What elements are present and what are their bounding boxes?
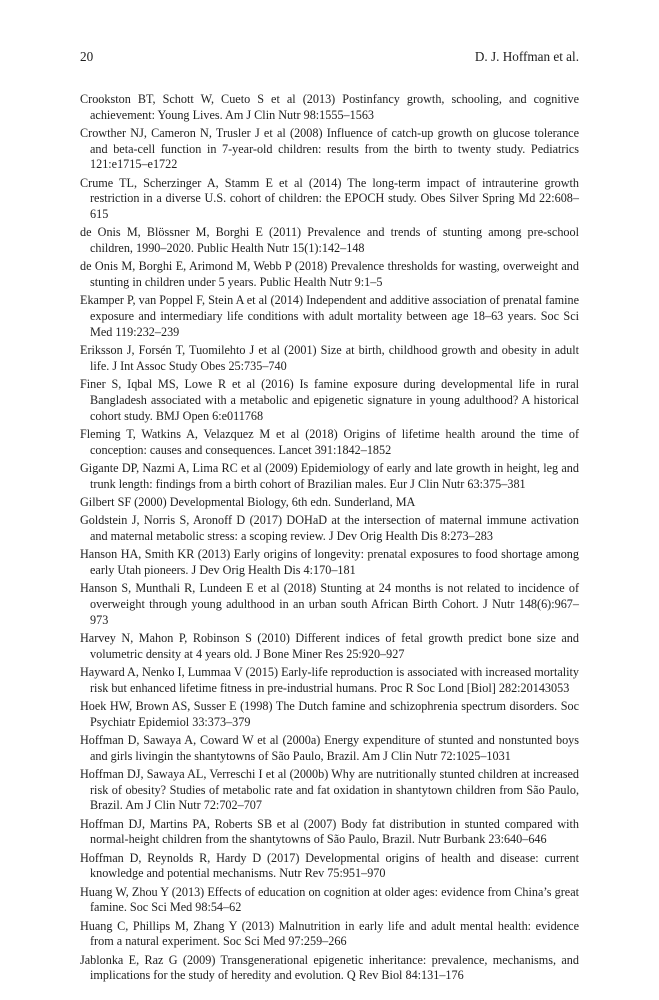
reference-entry: Crowther NJ, Cameron N, Trusler J et al (2008) Influence of catch-up growth on glucose tolerance and beta-cell function in 7-year-old children: results from the birth to twenty study. Pediatrics 121:e1715–e1722 <box>80 126 579 172</box>
reference-entry: de Onis M, Blössner M, Borghi E (2011) Prevalence and trends of stunting among pre-school children, 1990–2020. Public Health Nutr 15(1):142–148 <box>80 225 579 256</box>
reference-entry: Huang W, Zhou Y (2013) Effects of education on cognition at older ages: evidence from China’s great famine. Soc Sci Med 98:54–62 <box>80 884 579 915</box>
reference-entry: Goldstein J, Norris S, Aronoff D (2017) DOHaD at the intersection of maternal immune activation and maternal metabolic stress: a scoping review. J Dev Orig Health Dis 8:273–283 <box>80 513 579 543</box>
reference-entry: Hoffman DJ, Sawaya AL, Verreschi I et al (2000b) Why are nutritionally stunted children at increased risk of obesity? Studies of metabolic rate and fat oxidation in shantytown children from São Paulo, Brazil. Am J Clin Nutr 72:702–707 <box>80 766 579 813</box>
page-number: 20 <box>80 49 94 64</box>
reference-entry: Gigante DP, Nazmi A, Lima RC et al (2009) Epidemiology of early and late growth in height, leg and trunk length: findings from a birth cohort of Brazilian males. Eur J Clin Nutr 63:375–381 <box>80 460 579 491</box>
reference-entry: Ekamper P, van Poppel F, Stein A et al (2014) Independent and additive association of prenatal famine exposure and intermediary life conditions with adult mortality between age 18–63 years. Soc Sci Med 119:232–239 <box>80 293 579 339</box>
running-head: D. J. Hoffman et al. <box>474 49 579 64</box>
reference-list <box>80 92 579 987</box>
reference-entry: Hanson HA, Smith KR (2013) Early origins of longevity: prenatal exposures to food shortage among early Utah pioneers. J Dev Orig Health Dis 4:170–181 <box>80 547 579 577</box>
reference-entry: Hanson S, Munthali R, Lundeen E et al (2018) Stunting at 24 months is not related to incidence of overweight through young adulthood in an urban south African Birth Cohort. J Nutr 148(6):967–973 <box>80 581 579 627</box>
reference-entry: Jablonka E, Raz G (2009) Transgenerational epigenetic inheritance: prevalence, mechanisms, and implications for the study of heredity and evolution. Q Rev Biol 84:131–176 <box>80 952 579 983</box>
reference-entry: Fleming T, Watkins A, Velazquez M et al (2018) Origins of lifetime health around the time of conception: causes and consequences. Lancet 391:1842–1852 <box>80 426 579 457</box>
reference-entry: de Onis M, Borghi E, Arimond M, Webb P (2018) Prevalence thresholds for wasting, overweight and stunting in children under 5 years. Public Health Nutr 9:1–5 <box>80 259 579 290</box>
reference-entry: Huang C, Phillips M, Zhang Y (2013) Malnutrition in early life and adult mental health: evidence from a natural experiment. Soc Sci Med 97:259–266 <box>80 918 579 949</box>
reference-entry: Hayward A, Nenko I, Lummaa V (2015) Early-life reproduction is associated with increased mortality risk but enhanced lifetime fitness in pre-industrial humans. Proc R Soc Lond [Biol] 282:20143053 <box>80 664 579 695</box>
reference-entry: Eriksson J, Forsén T, Tuomilehto J et al (2001) Size at birth, childhood growth and obesity in adult life. J Int Assoc Study Obes 25:735–740 <box>80 343 579 373</box>
reference-entry: Crookston BT, Schott W, Cueto S et al (2013) Postinfancy growth, schooling, and cognitive achievement: Young Lives. Am J Clin Nutr 98:1555–1563 <box>80 92 579 122</box>
reference-entry: Hoek HW, Brown AS, Susser E (1998) The Dutch famine and schizophrenia spectrum disorders. Soc Psychiatr Epidemiol 33:373–379 <box>80 698 579 729</box>
reference-entry: Gilbert SF (2000) Developmental Biology, 6th edn. Sunderland, MA <box>80 494 416 509</box>
reference-entry: Hoffman D, Reynolds R, Hardy D (2017) Developmental origins of health and disease: current knowledge and potential mechanisms. Nutr Rev 75:951–970 <box>80 850 579 881</box>
reference-entry: Crume TL, Scherzinger A, Stamm E et al (2014) The long-term impact of intrauterine growth restriction in a diverse U.S. cohort of children: the EPOCH study. Obes Silver Spring Md 22:608–615 <box>80 175 579 222</box>
page-header <box>80 49 579 65</box>
reference-entry: Hoffman D, Sawaya A, Coward W et al (2000a) Energy expenditure of stunted and nonstunted boys and girls livingin the shantytowns of São Paulo, Brazil. Am J Clin Nutr 72:1025–1031 <box>80 732 579 763</box>
reference-entry: Finer S, Iqbal MS, Lowe R et al (2016) Is famine exposure during developmental life in rural Bangladesh associated with a metabolic and epigenetic signature in young adulthood? A historical cohort study. BMJ Open 6:e011768 <box>80 377 579 423</box>
reference-entry: Harvey N, Mahon P, Robinson S (2010) Different indices of fetal growth predict bone size and volumetric density at 4 years old. J Bone Miner Res 25:920–927 <box>80 630 579 661</box>
reference-entry: Hoffman DJ, Martins PA, Roberts SB et al (2007) Body fat distribution in stunted compared with normal-height children from the shantytowns of São Paulo, Brazil. Nutr Burbank 23:640–646 <box>80 816 579 847</box>
